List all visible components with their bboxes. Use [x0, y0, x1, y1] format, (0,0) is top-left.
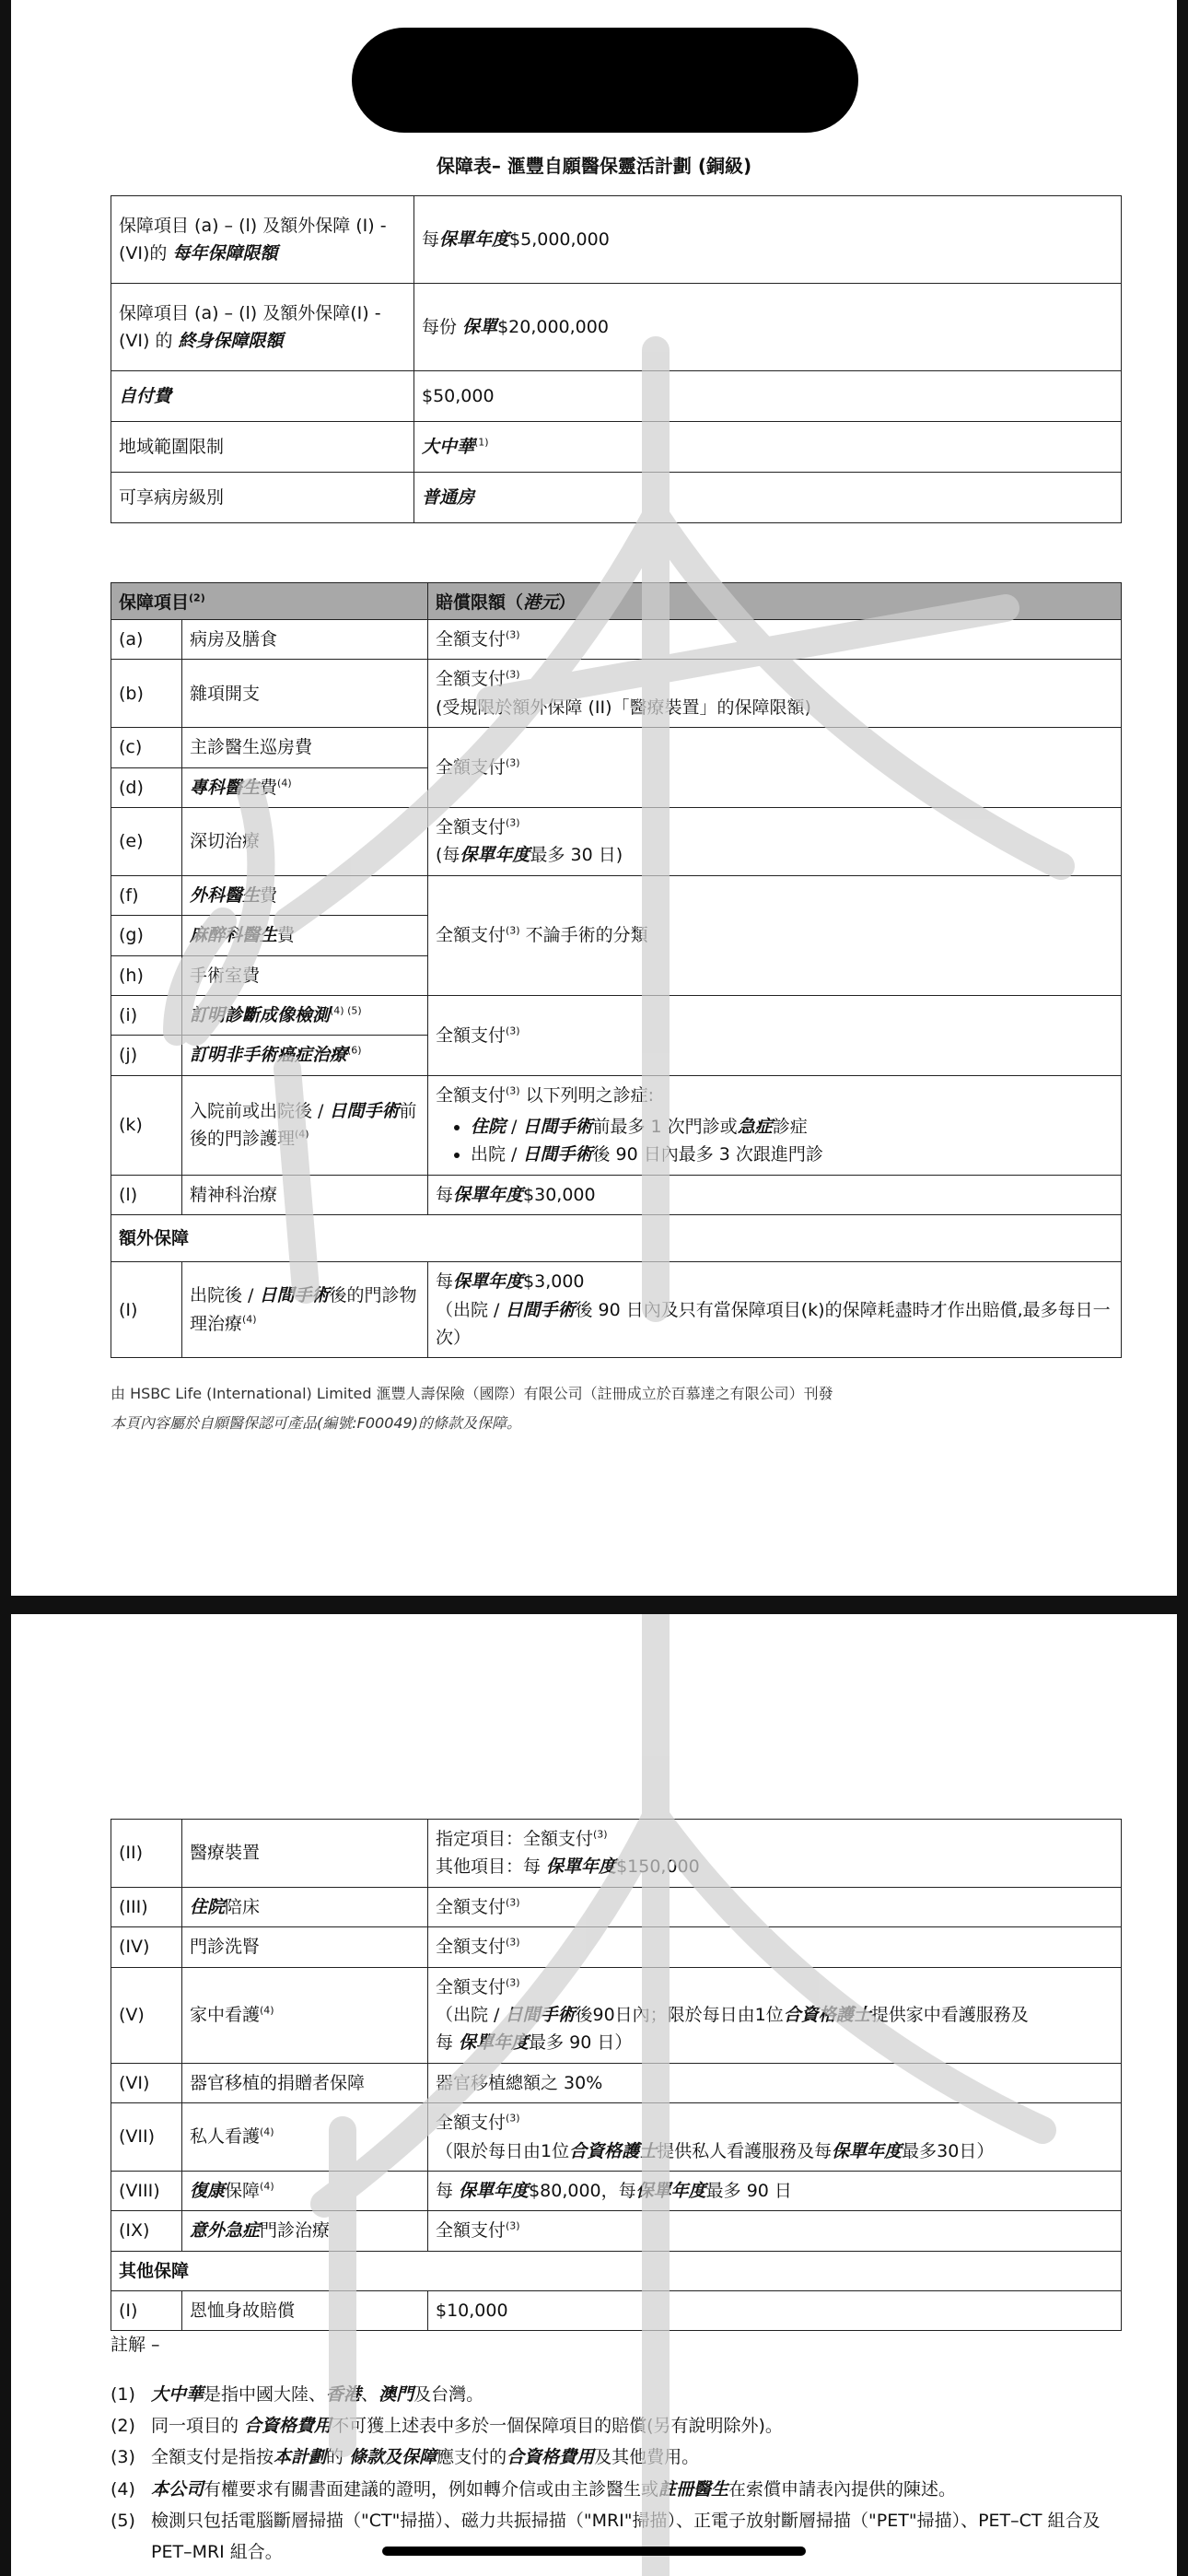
table-row: (h) 手術室費: [111, 955, 1122, 995]
table-row: (VII) 私人看護$^{(4)}$ 全額支付$^{(3)}$ （限於每日由1位合資格護士提供私人看護服務及每保單年度最多30日）: [111, 2103, 1122, 2172]
table-row: (a) 病房及膳食 全額支付$^{(3)}$: [111, 620, 1122, 660]
document-page-2: [11, 1614, 1177, 2576]
table-row: (f) 外科醫生費 全額支付$^{(3)}$ 不論手術的分類: [111, 875, 1122, 915]
table-row: (I) 出院後 / 日間手術後的門診物理治療$^{(4)}$ 每保單年度$3,000 （出院 / 日間手術後 90 日內及只有當保障項目(k)的保障耗盡時才作出賠償,最多每日一次）: [111, 1262, 1122, 1358]
notes-list: [111, 2379, 1142, 2568]
additional-benefits-table: [111, 1819, 1122, 2331]
summary-row: 保障項目 (a) – (l) 及額外保障 (I) - (VI)的 每年保障限額 每保單年度$5,000,000: [111, 196, 1122, 284]
table-row: (j) 訂明非手術癌症治療$^{(6)}$: [111, 1036, 1122, 1075]
table-row: (b) 雜項開支 全額支付$^{(3)}$ (受規限於額外保障 (II)「醫療裝置」的保障限額): [111, 660, 1122, 728]
table-row: (III) 住院陪床 全額支付$^{(3)}$: [111, 1887, 1122, 1926]
summary-row: 保障項目 (a) – (l) 及額外保障(I) - (VI) 的 終身保障限額 每份 保單$20,000,000: [111, 284, 1122, 371]
document-title: 保障表– 滙豐自願醫保靈活計劃 (銅級): [436, 155, 752, 177]
table-row: (e) 深切治療 全額支付$^{(3)}$ (每保單年度最多 30 日): [111, 807, 1122, 875]
table-row: (l) 精神科治療 每保單年度$30,000: [111, 1175, 1122, 1214]
table-row: (II) 醫療裝置 指定項目：全額支付$^{(3)}$ 其他項目：每 保單年度$150,000: [111, 1820, 1122, 1888]
product-footer: 本頁內容屬於自願醫保認可產品(編號:F00049)的條款及保障。: [111, 1414, 521, 1432]
table-row: (VI) 器官移植的捐贈者保障 器官移植總額之 30%: [111, 2063, 1122, 2102]
home-indicator[interactable]: [382, 2547, 806, 2556]
note-item: (4) 本公司有權要求有關書面建議的證明，例如轉介信或由主診醫生或註冊醫生在索償申請表內提供的陳述。: [111, 2478, 957, 2500]
table-row: (I) 恩恤身故賠償 $10,000: [111, 2291, 1122, 2331]
note-item: (3) 全額支付是指按本計劃的 條款及保障應支付的合資格費用及其他費用。: [111, 2447, 700, 2468]
summary-row: 可享病房級別 普通房: [111, 473, 1122, 523]
summary-row: 自付費 $50,000: [111, 371, 1122, 422]
table-row: (g) 麻醉科醫生費: [111, 916, 1122, 955]
benefits-table: [111, 582, 1122, 1358]
summary-table: [111, 195, 1122, 523]
table-row: (IV) 門診洗腎 全額支付$^{(3)}$: [111, 1927, 1122, 1967]
section-row: 額外保障: [111, 1215, 1122, 1262]
note-item: (1) 大中華是指中國大陸、香港、澳門及台灣。: [111, 2384, 484, 2405]
note-item: (5) 檢測只包括電腦斷層掃描（"CT"掃描）、磁力共振掃描（"MRI"掃描）、正電子放射斷層掃描（"PET"掃描）、PET–CT 組合及 PET–MRI 組合。: [111, 2510, 1101, 2562]
table-row: (i) 訂明診斷成像檢測$^{(4) (5)}$ 全額支付$^{(3)}$: [111, 995, 1122, 1035]
table-row: (k) 入院前或出院後 / 日間手術前後的門診護理$^{(4)}$ 全額支付$^{(3)}$ 以下列明之診症: • 住院 / 日間手術前最多 1 次門診或急症診症 • 出院 / 日間手術後 90 日內最多 3 次跟進門診: [111, 1075, 1122, 1175]
list-item: • 住院 / 日間手術前最多 1 次門診或急症診症: [471, 1113, 1113, 1141]
list-item: • 出院 / 日間手術後 90 日內最多 3 次跟進門診: [471, 1141, 1113, 1168]
notes-title: 註解 –: [111, 2335, 160, 2355]
table-row: (VIII) 復康保障$^{(4)}$ 每 保單年度$80,000，每保單年度最多 90 日: [111, 2171, 1122, 2210]
redacted-logo: [352, 28, 858, 133]
document-page-1: [11, 0, 1177, 1596]
issuer-footer: 由 HSBC Life (International) Limited 滙豐人壽保險（國際）有限公司（註冊成立於百慕達之有限公司）刊發: [111, 1385, 833, 1402]
table-row: (c) 主診醫生巡房費 全額支付$^{(3)}$: [111, 728, 1122, 767]
note-item: (2) 同一項目的 合資格費用不可獲上述表中多於一個保障項目的賠償(另有說明除外)。: [111, 2416, 783, 2437]
table-row: (IX) 意外急症門診治療 全額支付$^{(3)}$: [111, 2211, 1122, 2251]
table-row: (V) 家中看護$^{(4)}$ 全額支付$^{(3)}$ （出院 / 日間手術後90日內；限於每日由1位合資格護士提供家中看護服務及 每 保單年度最多 90 日）: [111, 1967, 1122, 2063]
summary-row: 地域範圍限制 大中華$^{(1)}$: [111, 422, 1122, 473]
section-row: 其他保障: [111, 2251, 1122, 2290]
table-row: (d) 專科醫生費$^{(4)}$: [111, 767, 1122, 807]
benefits-header: 保障項目$^{(2)}$ 賠償限額（港元）: [111, 583, 1122, 620]
